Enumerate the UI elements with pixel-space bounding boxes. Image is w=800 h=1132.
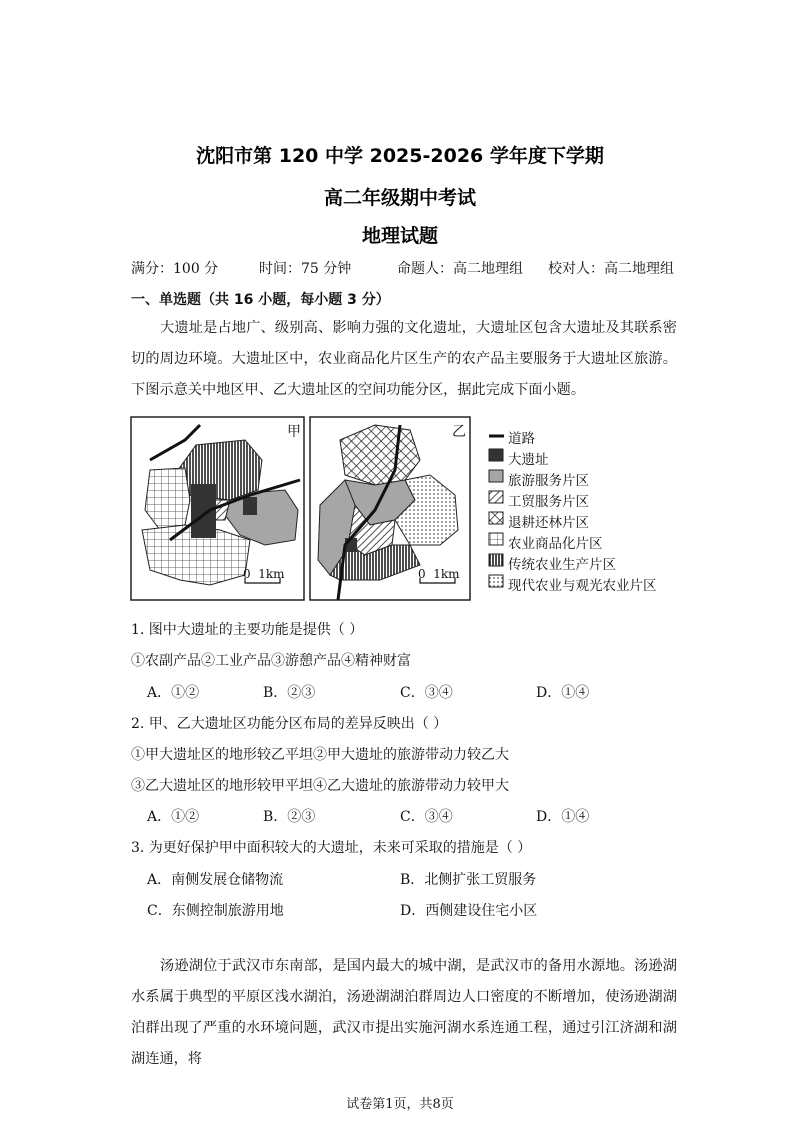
legend-commercial: 农业商品化片区 [508,536,603,552]
q2-option-c[interactable]: C．③④ [400,809,453,825]
legend-road: 道路 [508,431,535,447]
exam-title-school: 沈阳市第 120 中学 2025-2026 学年度下学期 [196,145,604,167]
legend-forest: 退耕还林片区 [508,515,589,531]
legend-tourism: 旅游服务片区 [508,473,589,489]
map-a-scale-text: 0 1km [243,567,285,581]
page-footer: 试卷第1页，共8页 [346,1097,454,1112]
map-b-label: 乙 [452,424,466,440]
legend-modern: 现代农业与观光农业片区 [508,578,657,594]
q3-stem: 3. 为更好保护甲中面积较大的大遗址，未来可采取的措施是（ ） [131,840,532,856]
legend-relic-swatch [489,449,503,461]
q1-option-a[interactable]: A．①② [147,685,200,701]
meta-checker: 校对人：高二地理组 [548,261,674,277]
legend-trade: 工贸服务片区 [508,494,589,510]
q2-option-d[interactable]: D．①④ [536,809,590,825]
legend-forest-swatch [489,512,503,524]
q2-items-2: ③乙大遗址区的地形较甲平坦④乙大遗址的旅游带动力较甲大 [131,778,509,794]
passage-2: 汤逊湖位于武汉市东南部，是国内最大的城中湖，是武汉市的备用水源地。汤逊湖水系属于典型的平原区浅水湖泊，汤逊湖湖泊群周边人口密度的不断增加，使汤逊湖湖泊群出现了严重的水环境问题，武汉市提出实施河湖水系连通工程，通过引江济湖和湖湖连通，将 [131,958,677,1067]
legend-traditional-swatch [489,554,503,566]
q3-option-a[interactable]: A．南侧发展仓储物流 [147,872,284,888]
q1-option-c[interactable]: C．③④ [400,685,453,701]
meta-time: 时间：75 分钟 [259,261,352,277]
map-a-label: 甲 [287,424,301,440]
map-a-relic-small [243,497,257,515]
meta-score: 满分：100 分 [131,261,219,277]
q1-option-b[interactable]: B．②③ [263,685,316,701]
legend-commercial-swatch [489,533,503,545]
q1-items: ①农副产品②工业产品③游憩产品④精神财富 [131,653,411,669]
q3-option-c[interactable]: C．东侧控制旅游用地 [147,903,284,919]
map-b-scale-text: 0 1km [418,567,460,581]
passage-1: 大遗址是占地广、级别高、影响力强的文化遗址，大遗址区包含大遗址及其联系密切的周边环境。大遗址区中，农业商品化片区生产的农产品主要服务于大遗址区旅游。下图示意关中地区甲、乙大遗址区的空间功能分区，据此完成下面小题。 [131,320,677,398]
exam-title-subject: 地理试题 [361,225,438,247]
q1-option-d[interactable]: D．①④ [536,685,590,701]
legend-trade-swatch [489,491,503,503]
q3-option-b[interactable]: B．北侧扩张工贸服务 [400,872,537,888]
section-heading: 一、单选题（共 16 小题，每小题 3 分） [131,292,390,308]
map-a-relic-large [191,484,216,538]
q2-items-1: ①甲大遗址区的地形较乙平坦②甲大遗址的旅游带动力较乙大 [131,747,509,763]
legend-tourism-swatch [489,470,503,482]
legend-modern-swatch [489,575,503,587]
legend-traditional: 传统农业生产片区 [508,557,616,573]
meta-setter: 命题人：高二地理组 [397,261,523,277]
exam-title-grade: 高二年级期中考试 [323,187,476,209]
legend-relic: 大遗址 [508,452,549,468]
q1-stem: 1. 图中大遗址的主要功能是提供（ ） [131,622,364,638]
q3-option-d[interactable]: D．西侧建设住宅小区 [400,903,538,919]
q2-stem: 2. 甲、乙大遗址区功能分区布局的差异反映出（ ） [131,716,448,732]
q2-option-b[interactable]: B．②③ [263,809,316,825]
q2-option-a[interactable]: A．①② [147,809,200,825]
